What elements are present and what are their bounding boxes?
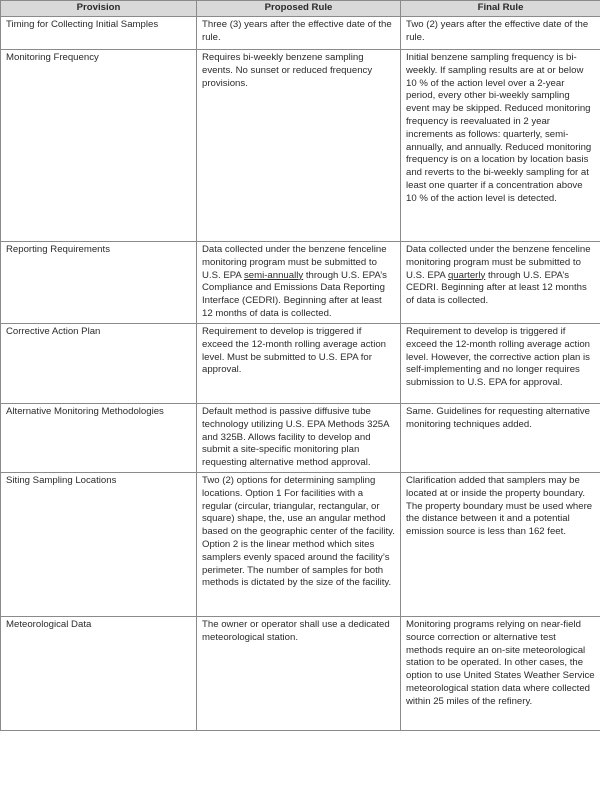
final-rule-cell: Monitoring programs relying on near-field source correction or alternative test methods require an on-site meteorological station to be operated. In other cases, the option to use United States Weather Service meteorological station data where collected within 25 miles of the refinery. <box>401 617 600 731</box>
final-rule-cell: Same. Guidelines for requesting alternative monitoring techniques added. <box>401 404 600 473</box>
proposed-rule-cell: Requirement to develop is triggered if exceed the 12-month rolling average action level. Must be submitted to U.S. EPA for approval. <box>197 324 401 404</box>
provision-cell: Timing for Collecting Initial Samples <box>1 17 197 50</box>
table-row <box>1 324 600 404</box>
provision-cell: Siting Sampling Locations <box>1 473 197 617</box>
table-row <box>1 473 600 617</box>
final-text-after: through U.S. EPA’s CEDRI. Beginning after at least 12 months of data is collected. <box>406 269 587 307</box>
header-provision: Provision <box>1 1 197 17</box>
final-underlined-frequency: quarterly <box>447 269 486 281</box>
final-rule-cell: Clarification added that samplers may be located at or inside the property boundary. The property boundary must be used where the distance between it and a potential emission source is less than 162 feet. <box>401 473 600 617</box>
table-row <box>1 242 600 324</box>
proposed-text-after: through U.S. EPA’s Compliance and Emissions Data Reporting Interface (CEDRI). Beginning after at least 12 months of data is collected. <box>202 269 387 319</box>
table-row <box>1 50 600 242</box>
header-final-rule: Final Rule <box>401 1 600 17</box>
proposed-text-before: Data collected under the benzene fenceline monitoring program must be submitted to U.S. EPA <box>202 244 387 281</box>
proposed-underlined-frequency: semi-annually <box>243 269 304 281</box>
table-row <box>1 17 600 50</box>
proposed-rule-cell: The owner or operator shall use a dedicated meteorological station. <box>197 617 401 731</box>
proposed-rule-cell: Two (2) options for determining sampling locations. Option 1 For facilities with a regular (circular, triangular, rectangular, or square) shape, the, use an angular method based on the geographic center of the facility. Option 2 is the linear method which sites samplers evenly spaced around the facility’s perimeter. The number of samples for both methods is dictated by the size of the facility. <box>197 473 401 617</box>
final-text-before: Data collected under the benzene fenceline monitoring program must be submitted to U.S. EPA <box>406 244 591 281</box>
final-rule-cell: Two (2) years after the effective date of the rule. <box>401 17 600 50</box>
final-rule-cell: Requirement to develop is triggered if exceed the 12-month rolling average action level. However, the corrective action plan is self-implementing and no longer requires submission to U.S. EPA for approval. <box>401 324 600 404</box>
header-proposed-rule: Proposed Rule <box>197 1 401 17</box>
proposed-rule-cell: Default method is passive diffusive tube technology utilizing U.S. EPA Methods 325A and 325B. Allows facility to develop and submit a site-specific monitoring plan requesting alternative method approval. <box>197 404 401 473</box>
provision-cell: Meteorological Data <box>1 617 197 731</box>
final-rule-cell <box>401 242 600 324</box>
header-row <box>1 1 600 17</box>
table-row <box>1 617 600 731</box>
provision-cell: Monitoring Frequency <box>1 50 197 242</box>
final-rule-cell: Initial benzene sampling frequency is bi-weekly. If sampling results are at or below 10 % of the action level over a 2-year period, every other bi-weekly sampling event may be skipped. Reduced monitoring frequency is reevaluated in 2 year increments as follows: quarterly, semi-annually, and annually. Reduced monitoring frequency is on a location by location basis and reverts to the bi-weekly sampling for at least one quarter if a concentration above 10 % of the action level is detected. <box>401 50 600 242</box>
provision-cell: Alternative Monitoring Methodologies <box>1 404 197 473</box>
provision-cell: Reporting Requirements <box>1 242 197 324</box>
proposed-rule-cell: Three (3) years after the effective date of the rule. <box>197 17 401 50</box>
proposed-rule-cell <box>197 242 401 324</box>
table-row <box>1 404 600 473</box>
provision-cell: Corrective Action Plan <box>1 324 197 404</box>
proposed-rule-cell: Requires bi-weekly benzene sampling events. No sunset or reduced frequency provisions. <box>197 50 401 242</box>
